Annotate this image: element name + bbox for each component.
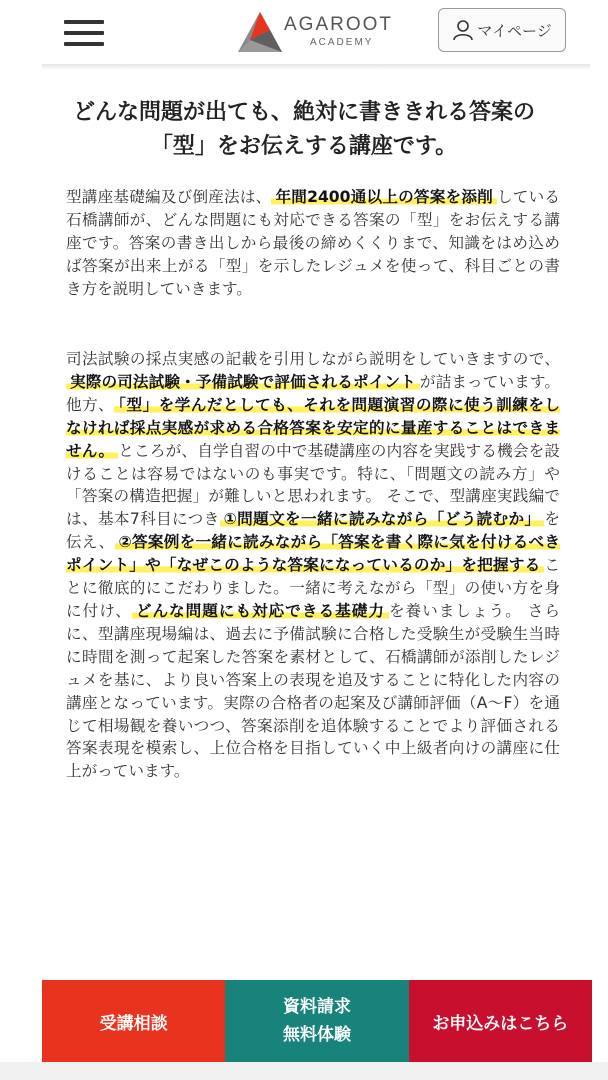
request-materials-label: 資料請求	[282, 997, 351, 1017]
logo-subtitle: ACADEMY	[310, 37, 374, 48]
page-title-line1: どんな問題が出ても、絶対に書ききれる答案の	[72, 100, 535, 125]
logo-name: AGAROOT	[284, 14, 394, 35]
detail-highlight-5: どんな問題にも対応できる基礎力	[132, 602, 389, 620]
bottom-strip	[0, 1062, 608, 1080]
intro-text-2: している石橋講師が、どんな問題にも対応できる答案の「型」をお伝えする講座です。答案の書き出しから最後の締めくくりまで、知識をはめ込めば答案が出来上がる「型」を示したレジュメを使って、科目ごとの書き方を説明していきます。	[66, 188, 560, 298]
agaroot-logo[interactable]	[236, 10, 406, 54]
request-materials-button[interactable]	[225, 980, 408, 1062]
detail-highlight-4: ②答案例を一緒に読みながら「答案を書く際に気を付けるべきポイント」や「なぜこのような答案になっているのか」を把握する	[66, 533, 560, 575]
detail-text-4: を伝え、	[66, 510, 560, 552]
detail-text-3: ところが、自学自習の中で基礎講座の内容を実践する機会を設けることは容易ではないのも事実です。特に、「問題文の読み方」や「答案の構造把握」が難しいと思われます。 そこで、型講座実践編では、基本7科目につき	[66, 441, 560, 529]
hamburger-menu-icon[interactable]	[64, 16, 104, 50]
consultation-button[interactable]	[42, 980, 225, 1062]
site-header	[0, 0, 608, 66]
consultation-label: 受講相談	[99, 1013, 168, 1034]
page-title	[48, 96, 560, 164]
intro-highlight-1: 年間2400通以上の答案を添削	[271, 188, 496, 206]
apply-label: お申込みはこちら	[432, 1013, 569, 1034]
intro-text-1: 型講座基礎編及び倒産法は、	[66, 188, 272, 206]
detail-highlight-2: 「型」を学んだとしても、それを問題演習の際に使う訓練をしなければ採点実感が求める合格答案を安定的に量産することはできません。	[66, 395, 560, 460]
cta-bar	[42, 980, 592, 1062]
hamburger-bar	[64, 20, 104, 24]
free-trial-label: 無料体験	[282, 1025, 351, 1045]
detail-text-6: を養いましょう。 さらに、型講座現場編は、過去に予備試験に合格した受験生が受験生当時に時間を測って起案した答案を素材として、石橋講師が添削したレジュメを基に、より良い答案上の表現を追及することに特化した内容の講座となっています。実際の合格者の起案及び講師評価（A〜F）を通じて相場観を養いつつ、答案添削を追体験することでより評価される答案表現を模索し、上位合格を目指していく中上級者向けの講座に仕上がっています。	[66, 601, 560, 781]
logo-mark-icon	[236, 10, 286, 54]
detail-paragraph	[66, 348, 560, 783]
page-title-line2: 「型」をお伝えする講座です。	[150, 134, 458, 159]
user-icon	[452, 19, 474, 41]
mypage-label: マイページ	[477, 21, 552, 40]
hamburger-bar	[64, 42, 104, 46]
header-shadow	[42, 64, 590, 70]
hamburger-bar	[64, 31, 104, 35]
intro-paragraph	[66, 186, 560, 301]
detail-text-5: ことに徹底的にこだわりました。一緒に考えながら「型」の使い方を身に付け、	[66, 556, 560, 620]
detail-text-1: 司法試験の採点実感の記載を引用しながら説明をしていきますので、	[66, 350, 560, 368]
detail-highlight-1: 実際の司法試験・予備試験で評価されるポイント	[66, 373, 420, 391]
detail-highlight-3: ①問題文を一緒に読みながら「どう読むか」	[220, 510, 545, 528]
apply-button[interactable]	[409, 980, 592, 1062]
detail-text-2: が詰まっています。 他方、	[66, 372, 560, 414]
mypage-button[interactable]	[438, 8, 566, 52]
